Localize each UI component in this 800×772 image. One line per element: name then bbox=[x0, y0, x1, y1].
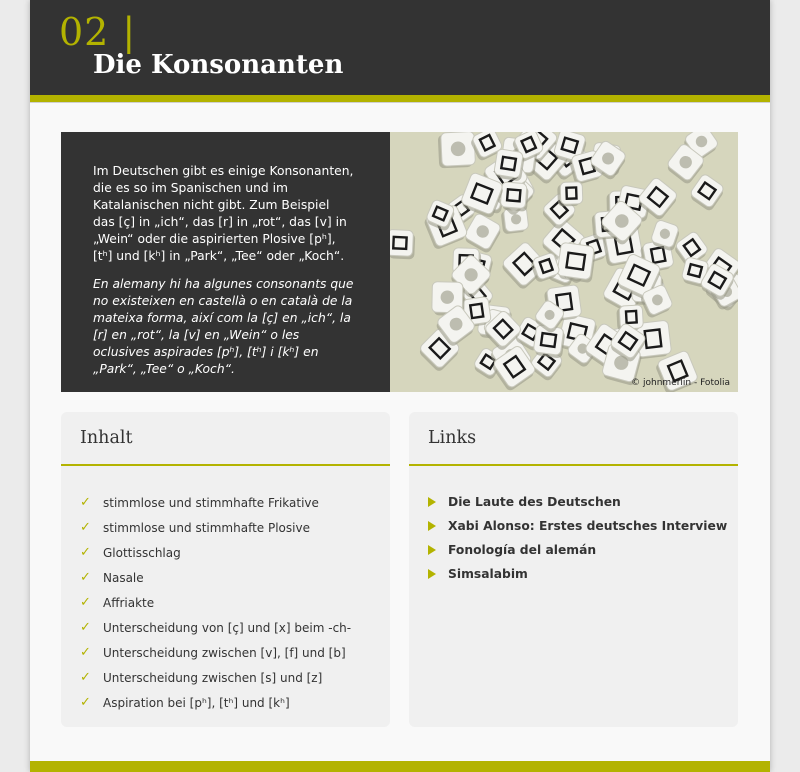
link-label[interactable]: Simsalabim bbox=[448, 567, 528, 581]
inhalt-item[interactable] bbox=[80, 590, 351, 615]
intro-text-german: Im Deutschen gibt es einige Konsonanten, die es so im Spanischen und im Katalanischen nicht gibt. Zum Beispiel das [ç] in „ich“, das [r] in „rot“, das [v] in „Wein“ oder die aspirierten Plosive [pʰ], [tʰ] und [kʰ] in „Park“, „Tee“ oder „Koch“. bbox=[93, 164, 354, 263]
inhalt-title: Inhalt bbox=[80, 428, 133, 448]
inhalt-item[interactable] bbox=[80, 615, 351, 640]
link-label[interactable]: Xabi Alonso: Erstes deutsches Interview bbox=[448, 519, 728, 533]
inhalt-panel bbox=[61, 412, 390, 727]
inhalt-item-label: stimmlose und stimmhafte Frikative bbox=[103, 495, 319, 510]
check-icon: ✓ bbox=[80, 670, 91, 685]
check-icon: ✓ bbox=[80, 595, 91, 610]
link-item[interactable] bbox=[428, 490, 727, 514]
header-divider bbox=[30, 102, 770, 103]
letter-dice-photo bbox=[390, 132, 738, 392]
inhalt-item[interactable] bbox=[80, 490, 351, 515]
inhalt-item-label: Unterscheidung zwischen [s] und [z] bbox=[103, 670, 323, 685]
links-list bbox=[428, 490, 727, 586]
photo-credit: © johnmerlin - Fotolia bbox=[631, 378, 730, 388]
links-divider bbox=[409, 464, 738, 466]
check-icon: ✓ bbox=[80, 695, 91, 710]
triangle-bullet-icon bbox=[428, 545, 436, 555]
triangle-bullet-icon bbox=[428, 569, 436, 579]
check-icon: ✓ bbox=[80, 520, 91, 535]
intro-box bbox=[61, 132, 390, 392]
link-label[interactable]: Fonología del alemán bbox=[448, 543, 597, 557]
inhalt-item-label: Nasale bbox=[103, 570, 144, 585]
links-panel bbox=[409, 412, 738, 727]
triangle-bullet-icon bbox=[428, 521, 436, 531]
inhalt-item[interactable] bbox=[80, 565, 351, 590]
link-item[interactable] bbox=[428, 514, 727, 538]
inhalt-list bbox=[80, 490, 351, 715]
inhalt-item[interactable] bbox=[80, 515, 351, 540]
inhalt-item[interactable] bbox=[80, 540, 351, 565]
check-icon: ✓ bbox=[80, 570, 91, 585]
dice-image-icon bbox=[390, 132, 738, 392]
inhalt-item-label: Unterscheidung von [ç] und [x] beim -ch- bbox=[103, 620, 352, 635]
chapter-number: 02 | bbox=[59, 10, 137, 54]
header bbox=[30, 0, 770, 95]
page bbox=[30, 0, 770, 772]
check-icon: ✓ bbox=[80, 545, 91, 560]
inhalt-item-label: stimmlose und stimmhafte Plosive bbox=[103, 520, 310, 535]
link-label[interactable]: Die Laute des Deutschen bbox=[448, 495, 621, 509]
intro-text-catalan: En alemany hi ha algunes consonants que no existeixen en castellà o en català de la mateixa forma, així com la [ç] en „ich“, la [r] en „rot“, la [v] en „Wein“ o les oclusives aspirades [pʰ], [tʰ] i [kʰ] en „Park“, „Tee“ o „Koch“. bbox=[93, 277, 354, 376]
check-icon: ✓ bbox=[80, 645, 91, 660]
inhalt-item-label: Glottisschlag bbox=[103, 545, 181, 560]
page-title: Die Konsonanten bbox=[93, 50, 344, 80]
link-item[interactable] bbox=[428, 562, 727, 586]
links-title: Links bbox=[428, 428, 477, 448]
inhalt-item[interactable] bbox=[80, 665, 351, 690]
header-accent-bar bbox=[30, 95, 770, 102]
link-item[interactable] bbox=[428, 538, 727, 562]
inhalt-item[interactable] bbox=[80, 690, 351, 715]
footer-accent-bar bbox=[30, 761, 770, 772]
inhalt-item-label: Aspiration bei [pʰ], [tʰ] und [kʰ] bbox=[103, 695, 290, 710]
inhalt-divider bbox=[61, 464, 390, 466]
check-icon: ✓ bbox=[80, 495, 91, 510]
triangle-bullet-icon bbox=[428, 497, 436, 507]
inhalt-item[interactable] bbox=[80, 640, 351, 665]
check-icon: ✓ bbox=[80, 620, 91, 635]
inhalt-item-label: Unterscheidung zwischen [v], [f] und [b] bbox=[103, 645, 346, 660]
inhalt-item-label: Affriakte bbox=[103, 595, 155, 610]
